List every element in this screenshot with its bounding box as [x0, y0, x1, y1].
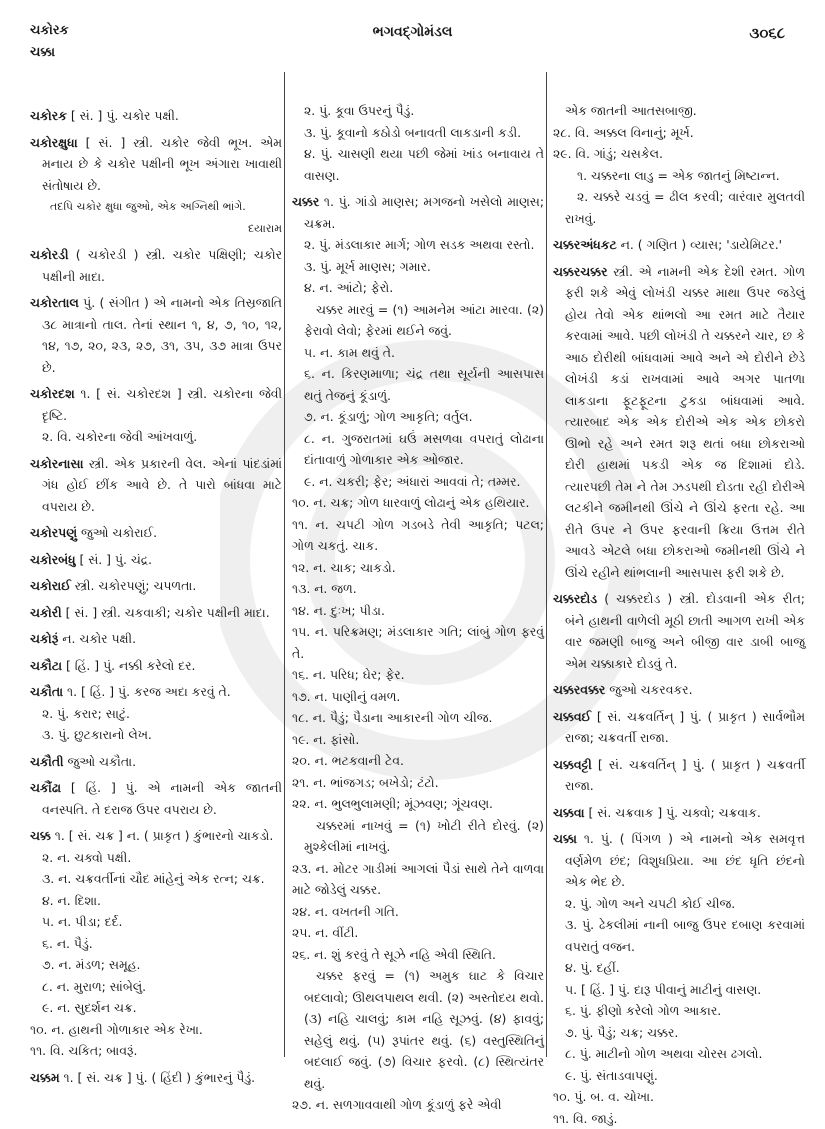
sense-item: [292, 578, 544, 600]
headword: ચકૌટા: [30, 658, 62, 673]
definition-text: ૩. પું. મૂર્ખ માણસ; ગમાર.: [304, 259, 431, 274]
definition-text: [ સં. ] પું. ચંદ્ર.: [76, 552, 153, 567]
sense-item: [292, 342, 544, 364]
definition-text: સ્ત્રી. એ નામની એક દેશી રમત. ગોળ ફરી શકે એવું લોખંડી ચક્કર માથા ઉપર જડેલું હોય તેવો એક થાંભલો આ રમત માટે તૈયાર કરવામાં આવે. પછી લોખંડી તે ચક્કરને ચાર, છ કે આઠ દોરીથી બાંધવામાં આવે અને એ દોરીને છેડે લોખંડી કડાં રાખવામાં આવે અગર પાતળા લાકડાના ફૂટફૂટના ટુકડા બાંધવામાં આવે. ત્યારબાદ એક એક દોરીએ એક એક છોકરો ઊભો રહે અને રમત શરૂ થતાં બધા છોકરાઓ દોરી હાથમાં પકડી એક જ દિશામાં દોડે. ત્યારપછી તેમ ને તેમ ઝડપથી દોડતા રહી દોરીએ લટકીને જમીનથી ઊંચે ને ઊંચે ફરતા રહે. આ રીતે ઉપર ને ઉપર ફરવાની ક્રિયા ઉત્તમ રીતે આવડે એટલે બધા છોકરાઓ જમીનથી ઊંચે ને ઊંચે રહીને થાંભલાની આસપાસ ફરી શકે છે.: [565, 264, 805, 580]
dictionary-entry: [30, 292, 282, 378]
dictionary-entry: [30, 105, 282, 127]
sense-item: [553, 1022, 805, 1044]
phrase-item: [292, 299, 544, 342]
sense-item: [30, 426, 282, 448]
definition-text: ૨. ન. ચક્વો પક્ષી.: [42, 850, 131, 865]
sense-item: [553, 957, 805, 979]
sense-item: [30, 724, 282, 746]
headword: ચકૌતી: [30, 754, 64, 769]
dictionary-entry: [553, 754, 805, 797]
sense-item: [292, 901, 544, 923]
headword: ચક્કમ: [30, 1070, 60, 1085]
dictionary-column-1: [30, 100, 282, 1088]
definition-text: ૫. [ હિં. ] પું. દારૂ પીવાનું માટીનું વાસણ.: [565, 982, 761, 997]
headword: ચકોરપણું: [30, 525, 77, 540]
sense-item: [553, 893, 805, 915]
dictionary-entry: [30, 681, 282, 703]
definition-text: ૧૪. ન. દુઃખ; પીડા.: [292, 603, 385, 618]
definition-text: ૮. ન. ગુજરાતમાં ઘઉં મસળવા વપરાતું લોઢાના દાંતાવાળું ગોળાકાર એક ઓજાર.: [304, 431, 544, 468]
definition-text: ૧૩. ન. જળ.: [292, 581, 357, 596]
sense-item: [553, 1043, 805, 1065]
headword: ચક્કવટ્ટી: [553, 757, 592, 772]
sense-item: [30, 1019, 282, 1041]
sense-item: [30, 911, 282, 933]
sense-item: [292, 707, 544, 729]
definition-text: જુઓ ચકરવકર.: [605, 682, 692, 697]
sense-item: [30, 976, 282, 998]
definition-text: ૧. [ સં. ચક્ર ] ન. ( પ્રાકૃત ) કુંભારનો ચાકડો.: [51, 828, 273, 843]
definition-text: ૪. પું. ચાસણી થયા પછી જેમાં ખાંડ બનાવાય તે વાસણ.: [304, 146, 544, 183]
definition-text: સ્ત્રી. ચકોરપણું; ચપળતા.: [71, 578, 197, 593]
sense-item: [553, 979, 805, 1001]
definition-text: ન. ( ગણિત ) વ્યાસ; 'ડાયેમિટર.': [617, 237, 782, 252]
dictionary-column-3: [553, 100, 805, 1129]
definition-text: [ હિં. ] પું. એ નામની એક જાતની વનસ્પતિ. તે દરાજ ઉપર વપરાય છે.: [42, 780, 282, 817]
definition-text: ૭. ન. મંડળ; સમૂહ.: [42, 957, 140, 972]
definition-text: ૨૩. ન. મોટર ગાડીમાં આગલાં પૈડાં સાથે તેને વાળવા માટે જોડેલું ચક્કર.: [292, 861, 544, 898]
definition-text: ૧૭. ન. પાણીનું વમળ.: [292, 689, 400, 704]
definition-text: ૮. ન. મુરાળ; સાંબેલું.: [42, 979, 146, 994]
definition-text: ૨. પું. ગોળ અને ચપટી કોઈ ચીજ.: [565, 896, 735, 911]
quotation: [30, 196, 282, 218]
definition-text: [ સં. ચક્રવર્તિન્ ] પું. ( પ્રાકૃત ) ચક્રવર્તી રાજા.: [565, 757, 805, 794]
definition-text: ૧. પું. ગાંડો માણસ; મગજનો ખસેલો માણસ; ચક્રમ.: [304, 194, 544, 231]
sense-item: [30, 703, 282, 725]
definition-text: તદપિ ચકોર ક્ષુધા જુઓ, એક અગ્નિથી ભાંગે.: [50, 200, 246, 213]
dictionary-entry: [30, 244, 282, 287]
dictionary-entry: [553, 234, 805, 256]
dictionary-entry: [30, 522, 282, 544]
definition-text: સ્ત્રી. એક પ્રકારની વેલ. એનાં પાંદડાંમાં ગંધ હોઈ છીંક આવે છે. તે પારો બાંધવા માટે વપરાય છે.: [42, 456, 282, 514]
sense-item: [292, 256, 544, 278]
definition-text: ૨૪. ન. વખતની ગતિ.: [292, 904, 399, 919]
dictionary-entry: [30, 453, 282, 518]
headword: ચકોરતાલ: [30, 295, 79, 310]
definition-text: ૧૦. ન. હાથની ગોળાકાર એક રેખા.: [30, 1022, 203, 1037]
definition-text: ૨૬. ન. શું કરવું તે સૂઝે નહિ એવી સ્થિતિ.: [292, 947, 496, 962]
sense-item: [292, 471, 544, 493]
sense-item: [292, 772, 544, 794]
sense-item: [292, 621, 544, 664]
dictionary-entry: [30, 132, 282, 197]
definition-text: [ સં. ચક્રવાક ] પું. ચક્વો; ચક્રવાક.: [585, 805, 761, 820]
definition-text: ૭. પું. પૈડું; ચક્ર; ચક્કર.: [565, 1025, 678, 1040]
headword: ચકોરદશ: [30, 386, 75, 401]
dictionary-entry: [553, 706, 805, 749]
dictionary-entry: [30, 655, 282, 677]
definition-text: ૨૭. ન. સળગાવવાથી ગોળ કૂંડાળું ફરે એવી: [292, 1097, 502, 1112]
headword: ચકોરડી: [30, 247, 69, 262]
definition-text: ૫. ન. કામ થવું તે.: [304, 345, 395, 360]
definition-text: [ હિં. ] પું. નક્કી કરેલો દર.: [62, 658, 195, 673]
definition-text: ૧. ચક્કરના લાડુ = એક જાતનું મિષ્ટાન્ન.: [577, 168, 780, 183]
definition-text: ૩. ન. ચક્રવર્તીનાં ચૌદ માંહેનું એક રત્ન; ચક્ર.: [42, 871, 265, 886]
definition-text: ૧. પું. ( પિંગળ ) એ નામનો એક સમવૃત્ત વર્ણમેળ છંદ; વિશુધપ્રિયા. આ છંદ ધૃતિ છંદનો એક ભેદ છે.: [565, 831, 805, 889]
sense-item: [30, 997, 282, 1019]
definition-text: ( ચકોરડી ) સ્ત્રી. ચકોર પક્ષિણી; ચકોર પક્ષીની માદા.: [42, 247, 282, 284]
dictionary-column-2: [292, 100, 544, 1116]
definition-text: ૨. પું. મંડલાકાર માર્ગ; ગોળ સડક અથવા રસ્તો.: [304, 237, 534, 252]
headword: ચક્કરવક્કર: [553, 682, 605, 697]
definition-text: ૨. ચક્કરે ચડવું = ઢીલ કરવી; વારંવાર મુલતવી રાખવું.: [565, 189, 805, 226]
phrase-item: [292, 815, 544, 858]
definition-text: ૬. ન. કિરણમાળા; ચંદ્ર તથા સૂર્યની આસપાસ થતું તેજનું કૂંડાળું.: [304, 366, 544, 403]
definition-text: ચક્કર મારવું = (૧) આમનેમ આંટા મારવા. (૨) ફેરાવો લેવો; ફેરમાં થઈને જવું.: [304, 302, 544, 339]
definition-text: ( ચક્કરદોડ ) સ્ત્રી. દોડવાની એક રીત; બંને હાથની વાળેલી મૂઠી છાતી આગળ રાખી એક વાર જમણી બાજુ અને બીજી વાર ડાબી બાજુ એમ ચક્કાકારે દોડવું તે.: [565, 591, 805, 671]
definition-text: ૯. પું. સંતાડવાપણું.: [565, 1068, 658, 1083]
headword: ચકોરક્ષુધા: [30, 135, 78, 150]
headword: ચક્કવા: [553, 805, 585, 820]
definition-text: ૪. ન. આંટો; ફેરો.: [304, 280, 393, 295]
dictionary-entry: [30, 575, 282, 597]
definition-text: [ સં. ] પું. ચકોર પક્ષી.: [67, 108, 179, 123]
sense-item: [292, 557, 544, 579]
phrase-item: [292, 965, 544, 1094]
headword: ચકૌતા: [30, 684, 63, 699]
headword: ચકોરબંધુ: [30, 552, 76, 567]
sense-item: [30, 1040, 282, 1062]
definition-text: ૧૨. ન. ચાક; ચાકડો.: [292, 560, 396, 575]
sense-item: [292, 143, 544, 186]
sense-item: [292, 600, 544, 622]
sense-item: [292, 729, 544, 751]
definition-text: ૪. પું. દહીં.: [565, 960, 620, 975]
definition-text: ૧૧. ન. ચપટી ગોળ ગડબડે તેવી આકૃતિ; પટલ; ગોળ ચકતું. ચાક.: [292, 517, 544, 554]
definition-text: ૧૦. ન. ચક્ર; ગોળ ધારવાળું લોઢાનું એક હથિયાર.: [292, 495, 530, 510]
headword: ચકોરી: [30, 605, 62, 620]
guide-word-last: ચક્કા: [30, 42, 69, 64]
phrase-item: [553, 165, 805, 187]
dictionary-entry: [553, 828, 805, 893]
dictionary-entry: [553, 679, 805, 701]
definition-text: ૬. ન. પૈડું.: [42, 936, 93, 951]
sense-item: [292, 944, 544, 966]
dictionary-entry: [30, 777, 282, 820]
headword: ચકોરાઈ: [30, 578, 71, 593]
sense-item: [292, 922, 544, 944]
sense-item: [292, 664, 544, 686]
headword: ચક્કરદોડ: [553, 591, 597, 606]
definition-text: ૨૧. ન. ભાંજગડ; બખેડો; ટંટો.: [292, 775, 439, 790]
sense-item: [292, 858, 544, 901]
headword: ચક્કવઈ: [553, 709, 591, 724]
sense-item: [30, 847, 282, 869]
headword: ચકોરૂં: [30, 631, 58, 646]
sense-item: [553, 143, 805, 165]
definition-text: ૧૧. વિ. જાડું.: [553, 1111, 617, 1126]
definition-text: દયારામ: [248, 222, 282, 235]
headword: ચક્કરઅંધકટ: [553, 237, 617, 252]
headword: ચક્કરચક્કર: [553, 264, 607, 279]
definition-text: ૧. [ હિં. ] પું. કરજ અદા કરવું તે.: [63, 684, 231, 699]
definition-text: ૧૫. ન. પરિક્રમણ; મંડલાકાર ગતિ; લાંબું ગોળ ફરવું તે.: [292, 624, 544, 661]
definition-text: એક જાતની આતસબાજી.: [565, 103, 697, 118]
guide-word-first: ચકોરક: [30, 20, 69, 42]
definition-text: ૯. ન. સુદર્શન ચક્ર.: [42, 1000, 137, 1015]
column-divider: [284, 72, 285, 1057]
sense-item: [553, 122, 805, 144]
definition-text: ૨૯. વિ. ગાંડું; ચસકેલ.: [553, 146, 663, 161]
sense-item: [553, 1000, 805, 1022]
sense-item: [292, 406, 544, 428]
sense-item: [292, 686, 544, 708]
sense-item: [553, 100, 805, 122]
dictionary-entry: [553, 802, 805, 824]
sense-item: [292, 514, 544, 557]
sense-item: [292, 793, 544, 815]
dictionary-entry: [30, 602, 282, 624]
definition-text: ૬. પું. ફીણો કરેલો ગોળ આકાર.: [565, 1003, 721, 1018]
sense-item: [292, 750, 544, 772]
dictionary-entry: [30, 383, 282, 426]
headword: ચકોરક: [30, 108, 67, 123]
definition-text: [ સં. ] સ્ત્રી. ચકોર જેવી ભૂખ. એમ મનાય છે કે ચકોર પક્ષીની ભૂખ અંગારા ખાવાથી સંતોષાય છે.: [42, 135, 282, 193]
definition-text: ૨૫. ન. વીંટી.: [292, 925, 358, 940]
sense-item: [30, 933, 282, 955]
definition-text: જુઓ ચકૌતા.: [64, 754, 136, 769]
definition-text: ૧૬. ન. પરિધ; ઘેર; ફેર.: [292, 667, 405, 682]
sense-item: [292, 277, 544, 299]
headword: ચકોરનાસા: [30, 456, 84, 471]
definition-text: ૭. ન. કૂંડાળું; ગોળ આકૃતિ; વર્તુલ.: [304, 409, 473, 424]
definition-text: ૩. પું. કૂવાનો કઠોડો બનાવતી લાકડાની કડી.: [304, 125, 521, 140]
headword: ચક્કર: [292, 194, 319, 209]
dictionary-entry: [553, 261, 805, 584]
definition-text: ૨૨. ન. ભુલભુલામણી; મૂંઝવણ; ગૂંચવણ.: [292, 796, 493, 811]
definition-text: ૨. વિ. ચકોરના જેવી આંખવાળું.: [42, 429, 197, 444]
dictionary-entry: [30, 628, 282, 650]
definition-text: ૧૦. પું. બ. વ. ચોખા.: [553, 1089, 654, 1104]
definition-text: ન. ચકોર પક્ષી.: [58, 631, 136, 646]
definition-text: ચક્કરમાં નાખવું = (૧) ખોટી રીતે દોરવું. (૨) મુશ્કેલીમાં નાખવું.: [304, 818, 544, 855]
column-divider: [546, 72, 547, 1057]
definition-text: ૧૮. ન. પૈડું; પૈડાના આકારની ગોળ ચીજ.: [292, 710, 492, 725]
definition-text: ૨૦. ન. ભટકવાની ટેવ.: [292, 753, 404, 768]
sense-item: [30, 868, 282, 890]
definition-text: ૧. [ સં. ચક્ર ] પું. ( હિંદી ) કુંભારનું પૈડું.: [60, 1070, 255, 1085]
dictionary-entry: [30, 825, 282, 847]
definition-text: પું. ( સંગીત ) એ નામનો એક તિસ્રજાતિ ૩૮ માત્રાનો તાલ. તેનાં સ્થાન ૧, ૪, ૭, ૧૦, ૧૨, ૧૪, ૧૭, ૨૦, ૨૩, ૨૭, ૩૧, ૩૫, ૩૭ માત્રા ઉપર છે.: [42, 295, 282, 375]
definition-text: ૩. પું. છુટકારાનો લેખ.: [42, 727, 152, 742]
headword: ચક્કા: [553, 831, 577, 846]
sense-item: [553, 1086, 805, 1108]
sense-item: [292, 428, 544, 471]
page-title: ભગવદ્ગોમંડલ: [0, 24, 825, 40]
definition-text: [ સં. ] સ્ત્રી. ચકવાકી; ચકોર પક્ષીની માદા.: [62, 605, 270, 620]
sense-item: [292, 492, 544, 514]
dictionary-entry: [30, 751, 282, 773]
dictionary-entry: [292, 191, 544, 234]
sense-item: [292, 234, 544, 256]
definition-text: ૯. ન. ચકરી; ફેર; અંધારાં આવવાં તે; તમ્મર.: [304, 474, 520, 489]
dictionary-entry: [30, 549, 282, 571]
definition-text: ૩. પું. ઢેકલીમાં નાની બાજુ ઉપર દબાણ કરવામાં વપરાતું વજન.: [565, 917, 805, 954]
sense-item: [30, 890, 282, 912]
definition-text: [ સં. ચક્રવર્તિન્ ] પું. ( પ્રાકૃત ) સાર્વભૌમ રાજા; ચક્રવર્તી રાજા.: [565, 709, 805, 746]
sense-item: [553, 914, 805, 957]
definition-text: ૨. પું. કરાર; સાટું.: [42, 706, 130, 721]
definition-text: જુઓ ચકોરાઈ.: [77, 525, 157, 540]
headword: ચકૌંઢા: [30, 780, 61, 795]
headword: ચક્ક: [30, 828, 51, 843]
sense-item: [292, 122, 544, 144]
quotation-attribution: [30, 218, 282, 240]
sense-item: [30, 954, 282, 976]
sense-item: [292, 100, 544, 122]
phrase-item: [553, 186, 805, 229]
definition-text: ૧. [ સં. ચકોરદશ ] સ્ત્રી. ચકોરના જેવી દૃષ્ટિ.: [42, 386, 282, 423]
definition-text: ૨. પું. કૂવા ઉપરનું પૈડું.: [304, 103, 414, 118]
definition-text: ૧૧. વિ. ચકિત; બાવરૂં.: [30, 1043, 137, 1058]
page-number: ૩૦૬૮: [749, 24, 785, 42]
sense-item: [292, 1094, 544, 1116]
definition-text: ચક્કર ફરવું = (૧) અમુક ઘાટ કે વિચાર બદલાવો; ઊથલપાથલ થવી. (૨) અસ્તોદય થવો. (૩) નહિ ચાલવું; કામ નહિ સૂઝવું. (૪) ફાવવું; સહેલું થવું. (૫) રૂપાંતર થવું. (૬) વસ્તુસ્થિતિનું બદલાઈ જવું. (૭) વિચાર ફરવો. (૮) સ્થિત્યંતર થવું.: [304, 968, 544, 1091]
definition-text: ૮. પું. માટીનો ગોળ અથવા ચોરસ ઢગલો.: [565, 1046, 762, 1061]
dictionary-entry: [553, 588, 805, 674]
sense-item: [553, 1065, 805, 1087]
dictionary-entry: [30, 1067, 282, 1089]
definition-text: ૧૯. ન. ફાંસો.: [292, 732, 359, 747]
sense-item: [553, 1108, 805, 1129]
sense-item: [292, 363, 544, 406]
definition-text: ૪. ન. દિશા.: [42, 893, 101, 908]
definition-text: ૫. ન. પીડા; દર્દ.: [42, 914, 122, 929]
definition-text: ૨૮. વિ. અક્કલ વિનાનું; મૂર્ખ.: [553, 125, 694, 140]
